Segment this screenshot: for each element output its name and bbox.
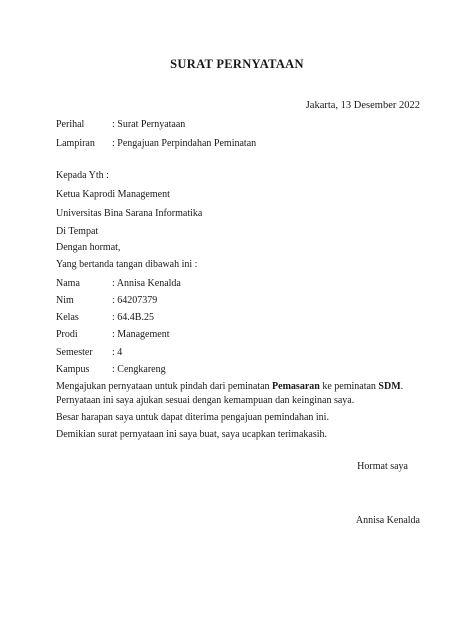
identity-value: : Management [112,329,170,340]
body-text: ke peminatan [319,381,379,392]
body-paragraph-3: Demikian surat pernyataan ini saya buat, saya ucapkan terimakasih. [56,429,328,440]
attachment-row [56,138,256,149]
identity-row-campus [56,364,166,375]
identity-label: Nama [56,278,80,289]
identity-row-nim [56,295,157,306]
salutation: Dengan hormat, [56,242,121,253]
recipient-line-1: Ketua Kaprodi Management [56,189,170,200]
attachment-label: Lampiran [56,138,95,149]
identity-value: : Cengkareng [112,364,166,375]
closing: Hormat saya [357,461,408,472]
body-paragraph-1-line-2: Pernyataan ini saya ajukan sesuai dengan kemampuan dan keinginan saya. [56,395,355,406]
identity-value: : 4 [112,347,123,358]
identity-label: Kelas [56,312,79,323]
identity-row-semester [56,347,122,358]
recipient-line-3: Di Tempat [56,226,99,237]
identity-value: : Annisa Kenalda [112,278,181,289]
body-paragraph-2: Besar harapan saya untuk dapat diterima pengajuan pemindahan ini. [56,412,329,423]
body-bold-to: SDM [378,381,401,392]
identity-label: Kampus [56,364,90,375]
identity-label: Nim [56,295,74,306]
subject-value: : Surat Pernyataan [112,119,186,130]
document-title: SURAT PERNYATAAN [170,57,304,71]
body-paragraph-1 [56,381,403,392]
body-text: Mengajukan pernyataan untuk pindah dari peminatan [56,381,273,392]
identity-value: : 64.4B.25 [112,312,154,323]
letter-date: Jakarta, 13 Desember 2022 [305,100,420,111]
identity-row-class [56,312,154,323]
identity-label: Prodi [56,329,78,340]
signature-name: Annisa Kenalda [355,515,420,526]
identity-row-name [56,278,181,289]
identity-row-program [56,329,169,340]
identity-label: Semester [56,347,93,358]
subject-label: Perihal [56,119,85,130]
attachment-value: : Pengajuan Perpindahan Peminatan [112,138,257,149]
body-bold-from: Pemasaran [272,381,320,392]
recipient-greeting: Kepada Yth : [56,170,109,181]
identity-value: : 64207379 [112,295,158,306]
subject-row [56,119,185,130]
intro-text: Yang bertanda tangan dibawah ini : [56,259,198,270]
recipient-line-2: Universitas Bina Sarana Informatika [56,208,203,219]
body-text: . [400,381,404,392]
